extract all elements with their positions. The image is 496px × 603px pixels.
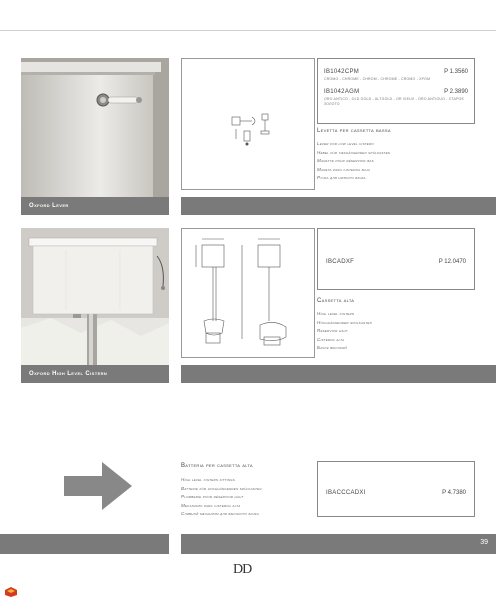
product-code: IB1042CPM (324, 69, 360, 75)
photo-caption: Oxford Lever (29, 203, 69, 209)
translation-en: High level cistern fittings (181, 477, 235, 482)
translation-list (181, 476, 262, 519)
product-finishes: ORO ANTICO - OLD GOLD - ALTGOLD - OR VIEUX - ORO ANTIGUO - СТАРОЕ ЗОЛОТО (324, 97, 465, 106)
lever-code-box (317, 58, 475, 124)
section-title: Levetta per cassetta bassa (317, 128, 391, 134)
lever-info-bar (181, 197, 496, 215)
product-price: P 4.7380 (442, 490, 466, 496)
fittings-code-box (317, 461, 475, 517)
product-code: IBCADXF (326, 259, 355, 265)
translation-es: Cisterna alta (317, 336, 345, 342)
cistern-info-bar (181, 365, 496, 383)
product-code: IB1042AGM (324, 89, 360, 95)
photo-caption: Oxford High Level Cistern (29, 371, 108, 377)
oxford-lever-photo (21, 58, 169, 198)
arrow-icon (64, 462, 132, 515)
product-price: P 12.0470 (438, 259, 466, 265)
translation-list (317, 310, 372, 353)
lever-technical-drawing (182, 59, 316, 191)
page-number: 39 (480, 539, 488, 546)
translation-ru: Бачок высокий (317, 345, 347, 350)
product-price: P 1.3560 (444, 69, 468, 75)
product-code: IBACCCADXI (326, 490, 366, 496)
brand-logo: DD (233, 562, 252, 577)
footer-bar-left (0, 534, 169, 554)
translation-en: High level cistern (317, 311, 355, 316)
cistern-code-box (317, 228, 475, 290)
top-divider (0, 30, 496, 31)
translation-de: Hebel für tiefhängenden spülkasten (317, 149, 391, 155)
translation-list (317, 140, 390, 183)
translation-fr: Réservoir haut (317, 328, 348, 333)
translation-es: Mecanismo para cisterna alta (181, 502, 241, 508)
lever-photo-illustration (21, 58, 169, 198)
product-price: P 2.3890 (444, 89, 468, 95)
cistern-caption-bar (21, 365, 169, 383)
cistern-drawing-panel (181, 228, 315, 358)
badge-icon (4, 585, 18, 603)
product-finishes: CROMO - CHROME - CHROM - CHROME - CROMO - XPOM (324, 77, 431, 81)
translation-fr: Plomberie pour réservoir haut (181, 494, 244, 499)
translation-es: Maneta para cisterna baja (317, 166, 370, 172)
lever-caption-bar (21, 197, 169, 215)
lever-drawing-panel (181, 58, 315, 190)
translation-ru: Сливной механизм для высокого бачка (181, 511, 259, 516)
translation-de: Hochhängender spülkasten (317, 319, 372, 325)
translation-de: Batterie für hochhängenden spülkasten (181, 485, 262, 491)
footer-bar-right (181, 534, 496, 554)
section-title: Cassetta alta (317, 298, 355, 304)
section-title: Batteria per cassetta alta (181, 463, 253, 469)
oxford-cistern-photo (21, 228, 169, 365)
cistern-technical-drawing (182, 229, 316, 359)
translation-fr: Manette pour réservoir bas (317, 158, 374, 163)
translation-ru: Ручка для низкого бачка (317, 175, 366, 180)
translation-en: Lever for low level cistern (317, 141, 374, 146)
cistern-photo-illustration (21, 228, 169, 365)
